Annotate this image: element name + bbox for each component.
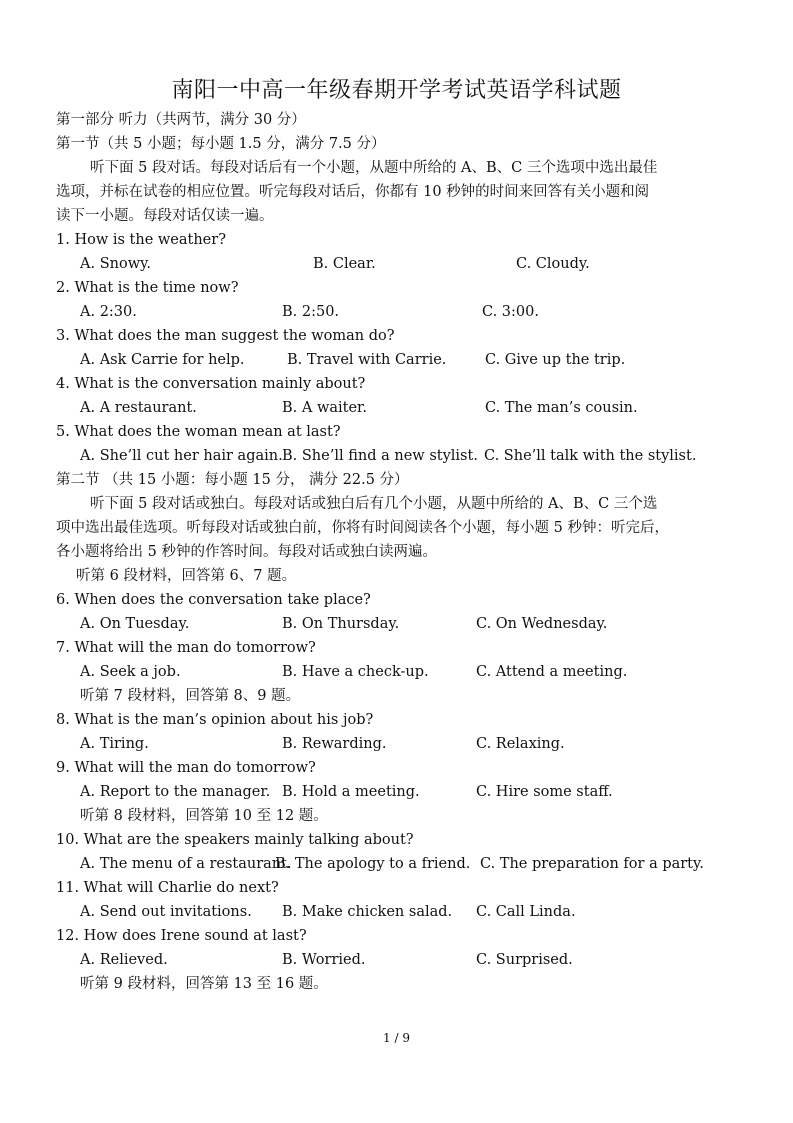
material-note: 听第 7 段材料，回答第 8、9 题。 xyxy=(80,688,301,704)
option-a[interactable]: A. Tiring. xyxy=(80,736,149,752)
option-c[interactable]: C. 3:00. xyxy=(482,304,539,320)
option-c[interactable]: C. The preparation for a party. xyxy=(480,856,704,872)
option-a[interactable]: A. Ask Carrie for help. xyxy=(80,352,245,368)
option-b[interactable]: B. Have a check-up. xyxy=(282,664,429,680)
section2-heading: 第二节 （共 15 小题：每小题 15 分， 满分 22.5 分） xyxy=(56,472,409,488)
option-b[interactable]: B. Worried. xyxy=(282,952,366,968)
section1-instructions-line: 选项，并标在试卷的相应位置。听完每段对话后，你都有 10 秒钟的时间来回答有关小题和阅 xyxy=(56,184,650,200)
material-note: 听第 8 段材料，回答第 10 至 12 题。 xyxy=(80,808,328,824)
option-b[interactable]: B. A waiter. xyxy=(282,400,368,416)
option-c[interactable]: C. Hire some staff. xyxy=(476,784,613,800)
question-text: 1. How is the weather? xyxy=(56,232,226,248)
question-text: 3. What does the man suggest the woman do? xyxy=(56,328,395,344)
question-text: 4. What is the conversation mainly about? xyxy=(56,376,366,392)
option-b[interactable]: B. Travel with Carrie. xyxy=(287,352,447,368)
section1-instructions-line: 听下面 5 段对话。每段对话后有一个小题，从题中所给的 A、B、C 三个选项中选出最佳 xyxy=(90,160,658,176)
question-text: 7. What will the man do tomorrow? xyxy=(56,640,316,656)
section1-instructions-line: 读下一小题。每段对话仅读一遍。 xyxy=(56,208,274,224)
question-text: 6. When does the conversation take place? xyxy=(56,592,371,608)
option-c[interactable]: C. On Wednesday. xyxy=(476,616,608,632)
option-c[interactable]: C. Attend a meeting. xyxy=(476,664,628,680)
option-a[interactable]: A. Relieved. xyxy=(80,952,168,968)
question-text: 9. What will the man do tomorrow? xyxy=(56,760,316,776)
option-b[interactable]: B. Clear. xyxy=(313,256,376,272)
option-a[interactable]: A. The menu of a restaurant. xyxy=(80,856,292,872)
material-note: 听第 6 段材料，回答第 6、7 题。 xyxy=(76,568,297,584)
option-a[interactable]: A. A restaurant. xyxy=(80,400,197,416)
option-c[interactable]: C. Call Linda. xyxy=(476,904,576,920)
section1-heading: 第一节（共 5 小题；每小题 1.5 分，满分 7.5 分） xyxy=(56,136,386,152)
question-text: 2. What is the time now? xyxy=(56,280,239,296)
option-b[interactable]: B. 2:50. xyxy=(282,304,340,320)
option-a[interactable]: A. Snowy. xyxy=(80,256,151,272)
option-a[interactable]: A. On Tuesday. xyxy=(80,616,190,632)
option-a[interactable]: A. 2:30. xyxy=(80,304,137,320)
option-c[interactable]: C. Surprised. xyxy=(476,952,573,968)
question-text: 8. What is the man’s opinion about his job? xyxy=(56,712,374,728)
option-b[interactable]: B. Make chicken salad. xyxy=(282,904,453,920)
option-c[interactable]: C. Relaxing. xyxy=(476,736,565,752)
exam-title: 南阳一中高一年级春期开学考试英语学科试题 xyxy=(171,78,622,103)
material-note: 听第 9 段材料，回答第 13 至 16 题。 xyxy=(80,976,328,992)
option-a[interactable]: A. Send out invitations. xyxy=(80,904,252,920)
option-a[interactable]: A. Seek a job. xyxy=(80,664,181,680)
option-b[interactable]: B. On Thursday. xyxy=(282,616,400,632)
option-b[interactable]: B. Hold a meeting. xyxy=(282,784,420,800)
option-a[interactable]: A. She’ll cut her hair again. xyxy=(80,448,283,464)
section2-instructions-line: 听下面 5 段对话或独白。每段对话或独白后有几个小题，从题中所给的 A、B、C 三个选 xyxy=(90,496,658,512)
option-b[interactable]: B. Rewarding. xyxy=(282,736,387,752)
option-a[interactable]: A. Report to the manager. xyxy=(80,784,271,800)
page-number: 1 / 9 xyxy=(383,1031,410,1045)
option-b[interactable]: B. The apology to a friend. xyxy=(275,856,471,872)
option-c[interactable]: C. Give up the trip. xyxy=(485,352,626,368)
part-heading: 第一部分 听力（共两节，满分 30 分） xyxy=(56,112,306,128)
question-text: 12. How does Irene sound at last? xyxy=(56,928,307,944)
question-text: 11. What will Charlie do next? xyxy=(56,880,279,896)
question-text: 5. What does the woman mean at last? xyxy=(56,424,341,440)
section2-instructions-line: 项中选出最佳选项。听每段对话或独白前，你将有时间阅读各个小题，每小题 5 秒钟：听完后， xyxy=(56,520,669,536)
section2-instructions-line: 各小题将给出 5 秒钟的作答时间。每段对话或独白读两遍。 xyxy=(56,544,437,560)
option-c[interactable]: C. She’ll talk with the stylist. xyxy=(484,448,697,464)
option-b[interactable]: B. She’ll find a new stylist. xyxy=(282,448,478,464)
option-c[interactable]: C. The man’s cousin. xyxy=(485,400,638,416)
question-text: 10. What are the speakers mainly talking about? xyxy=(56,832,414,848)
option-c[interactable]: C. Cloudy. xyxy=(516,256,590,272)
